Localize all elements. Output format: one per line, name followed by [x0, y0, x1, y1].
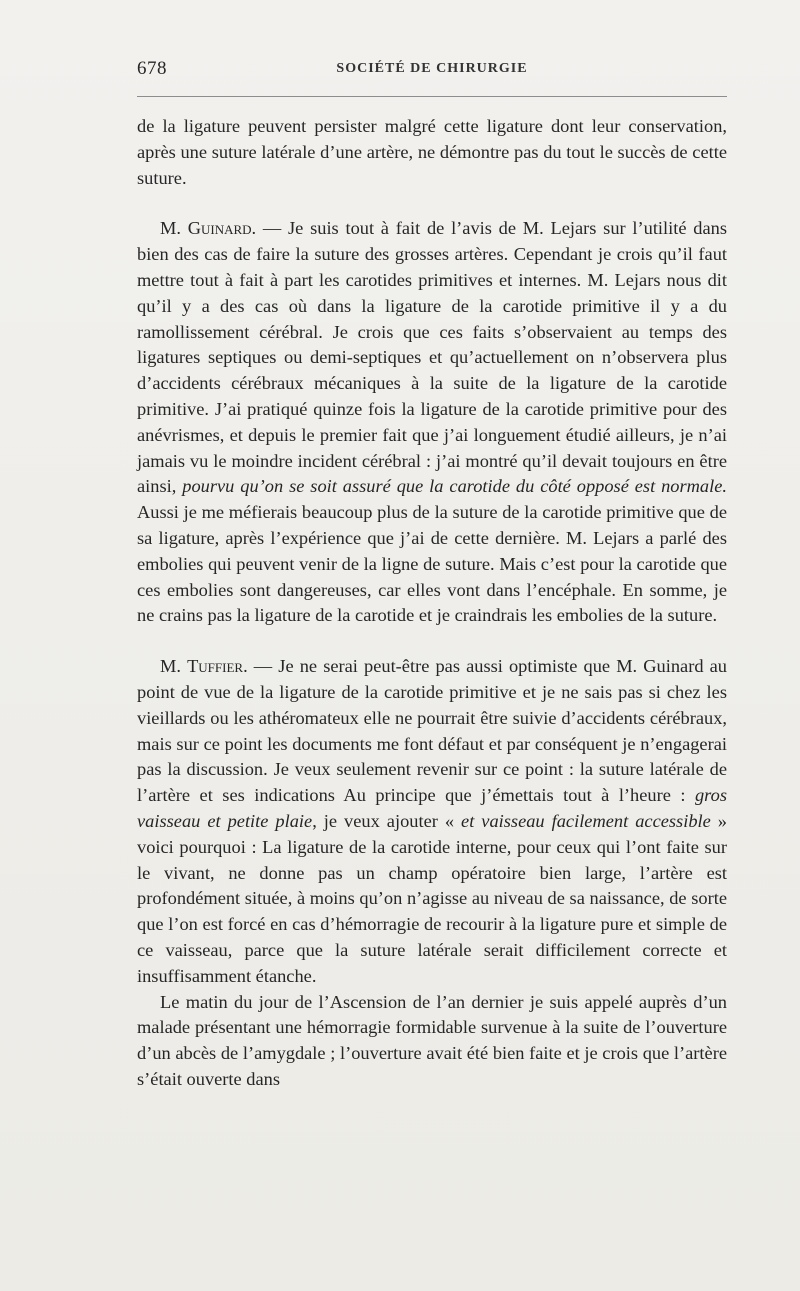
speaker-name: Guinard	[187, 218, 252, 239]
page-number: 678	[137, 58, 167, 79]
text-segment: . — Je suis tout à fait de l’avis de M. Lejars sur l’utilité dans bien des cas de faire la suture des grosses artères. Cependant je crois qu’il faut mettre tout à fait à part les carotides primitives et internes. M. Lejars nous dit qu’il y a des cas où dans la ligature de la carotide primitive il y a du ramollissement cérébral. Je crois que ces faits s’observaient au temps des ligatures septiques ou demi-septiques et qu’actuellement on n’observera plus d’accidents cérébraux mécaniques à la suite de la ligature de la carotide primitive. J’ai pratiqué quinze fois la ligature de la carotide primitive pour des anévrismes, et depuis le premier fait que j’ai longuement étudié ailleurs, je n’ai jamais vu le moindre incident cérébral : j’ai montré qu’il devait toujours en être ainsi,	[137, 218, 727, 497]
paragraph-continuation	[137, 114, 727, 191]
text-segment: » voici pourquoi : La ligature de la carotide interne, pour ceux qui l’ont faite sur le vivant, ne donne pas un champ opératoire bien large, l’artère est profondément située, à moins qu’on n’agisse au niveau de sa naissance, de sorte que l’on est forcé en cas d’hémorragie de recourir à la ligature pure et simple de ce vaisseau, parce que la suture latérale serait difficilement correcte et insuffisamment étanche.	[137, 810, 727, 986]
paragraph-ascension	[137, 990, 727, 1093]
speaker-name: Tuffier	[187, 656, 244, 677]
italic-phrase: gros vaisseau et petite plaie	[137, 785, 727, 831]
body-text	[137, 114, 727, 1093]
text-segment: , je veux ajouter «	[312, 810, 462, 831]
running-title: SOCIÉTÉ DE CHIRURGIE	[336, 61, 528, 76]
page-header	[137, 58, 727, 86]
paragraph-tuffier	[137, 654, 727, 989]
text-segment: M.	[160, 218, 188, 239]
paragraph-guinard	[137, 216, 727, 629]
text-segment: M.	[160, 656, 188, 677]
text-segment: Le matin du jour de l’Ascension de l’an dernier je suis appelé auprès d’un malade présentant une hémorragie formidable survenue à la suite de l’ouverture d’un abcès de l’amygdale ; l’ouverture avait été bien faite et je crois que l’artère s’était ouverte dans	[137, 991, 727, 1089]
text-segment: Aussi je me méfierais beaucoup plus de la suture de la carotide primitive que de sa ligature, après l’expérience que j’ai de cette dernière. M. Lejars a parlé des embolies qui peuvent venir de la ligne de suture. Mais c’est pour la carotide que ces embolies sont dangereuses, car elles vont dans l’encéphale. En somme, je ne crains pas la ligature de la carotide et je craindrais les embolies de la suture.	[137, 502, 727, 626]
text-segment: . — Je ne serai peut-être pas aussi optimiste que M. Guinard au point de vue de la ligature de la carotide primitive et je ne sais pas si chez les vieillards ou les athéromateux elle ne pourrait être suivie d’accidents cérébraux, mais sur ce point les documents me font défaut et par conséquent je n’engagerai pas la discussion. Je veux seulement revenir sur ce point : la suture latérale de l’artère et ses indications Au principe que j’émettais tout à l’heure :	[137, 656, 727, 806]
header-rule	[137, 96, 727, 97]
italic-phrase: et vaisseau facilement accessible	[461, 810, 711, 831]
italic-phrase: pourvu qu’on se soit assuré que la carotide du côté opposé est normale.	[182, 476, 727, 497]
text-segment: de la ligature peuvent persister malgré cette ligature dont leur conservation, après une suture latérale d’une artère, ne démontre pas du tout le succès de cette suture.	[137, 116, 727, 188]
